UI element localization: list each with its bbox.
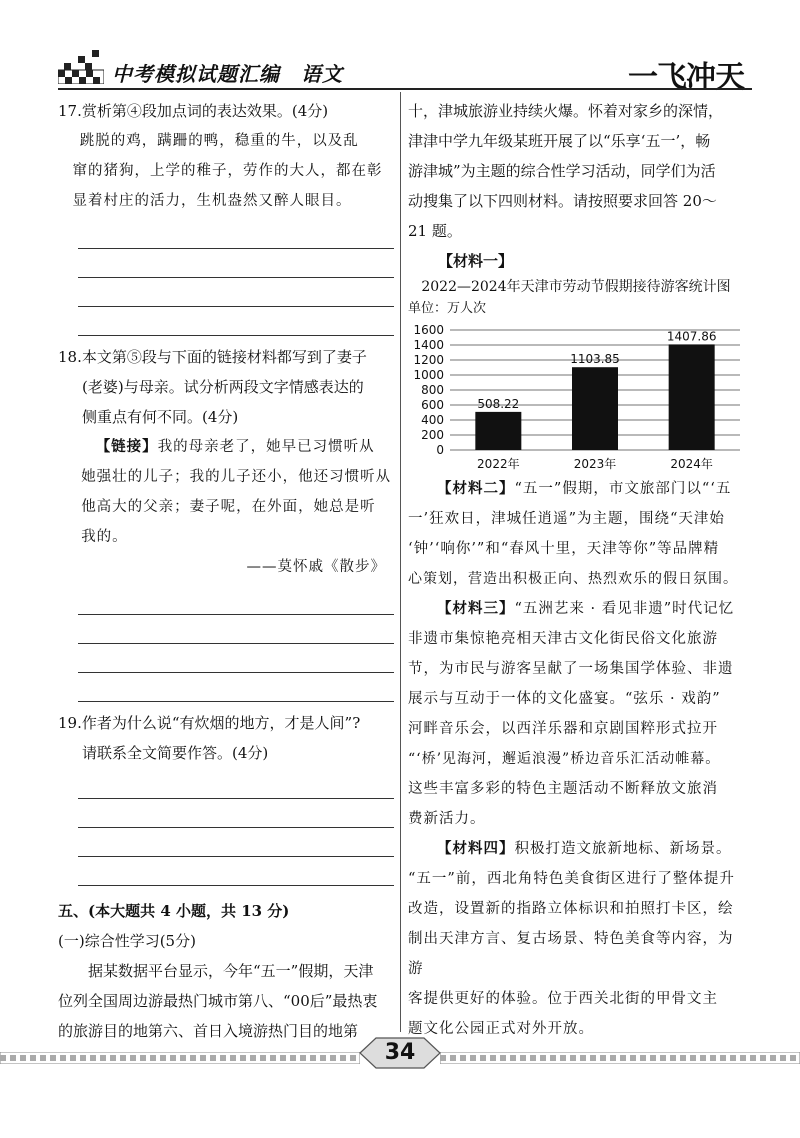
answer-line[interactable] [78, 249, 394, 278]
intro-line3: 游津城”为主题的综合性学习活动，同学们为活 [408, 162, 716, 180]
link-line4: 我的。 [81, 529, 128, 545]
left-column [58, 96, 394, 1046]
bar-value-label: 1103.85 [570, 352, 620, 367]
bar-chart [408, 322, 744, 532]
answer-line[interactable] [78, 220, 394, 249]
bar [669, 344, 715, 450]
q17-stem: 17.赏析第④段加点词的表达效果。(4分) [58, 102, 329, 120]
material3-label: 【材料三】 [437, 600, 515, 617]
material3-line1: “五洲艺来 · 看见非遗”时代记忆 [514, 601, 735, 617]
y-tick-label: 1000 [413, 368, 444, 382]
material3-line2: 非遗市集惊艳亮相天津古文化街民俗文化旅游 [408, 631, 718, 647]
material4-line6: 题文化公园正式对外开放。 [408, 1021, 594, 1037]
page-number: 34 [384, 1040, 416, 1065]
footer-pattern-left [0, 1052, 360, 1064]
answer-line[interactable] [78, 673, 394, 702]
material4-line2: “五一”前，西北角特色美食街区进行了整体提升 [408, 871, 735, 887]
y-tick-label: 1400 [413, 338, 444, 352]
chart-unit: 单位：万人次 [408, 301, 487, 316]
material1-label: 【材料一】 [438, 252, 514, 270]
y-tick-label: 600 [421, 398, 444, 412]
answer-line[interactable] [78, 644, 394, 673]
answer-line[interactable] [78, 770, 394, 799]
material4-line5: 客提供更好的体验。位于西关北街的甲骨文主 [408, 991, 718, 1007]
y-tick-label: 400 [421, 413, 444, 427]
material2-label: 【材料二】 [437, 480, 515, 497]
chart-title: 2022—2024年天津市劳动节假期接待游客统计图 [421, 279, 731, 295]
material2-line3: ‘钟’‘响你’”和“春风十里，天津等你”等品牌精 [408, 541, 720, 557]
q17-excerpt-line3: 显着村庄的活力，生机盎然又醉人眼目。 [72, 193, 352, 209]
intro-line5: 21 题。 [408, 222, 462, 240]
link-line2: 她强壮的儿子；我的儿子还小，他还习惯听从 [81, 469, 392, 485]
bar [475, 412, 521, 450]
answer-line[interactable] [78, 278, 394, 307]
material4-line1: 积极打造文旅新地标、新场景。 [514, 841, 732, 857]
material3-line3: 节，为市民与游客呈献了一场集国学体验、非遗 [408, 661, 734, 677]
bar [572, 367, 618, 450]
section5-para-line3: 的旅游目的地第六、首日入境游热门目的地第 [58, 1022, 359, 1040]
section5-para-line1: 据某数据平台显示，今年“五一”假期，天津 [88, 962, 374, 980]
material4-line4: 制出天津方言、复古场景、特色美食等内容，为游 [408, 931, 734, 977]
bar-chart-svg [408, 322, 744, 472]
intro-line2: 津津中学九年级某班开展了以“乐享‘五一’，畅 [408, 132, 711, 150]
right-column [408, 96, 744, 1044]
x-tick-label: 2023年 [573, 457, 617, 471]
answer-line[interactable] [78, 857, 394, 886]
checker-logo-icon [58, 50, 104, 84]
q17-excerpt-line1: 跳脱的鸡，蹒跚的鸭，稳重的牛，以及乱 [79, 133, 359, 149]
bar-value-label: 1407.86 [666, 329, 717, 344]
answer-line[interactable] [78, 615, 394, 644]
book-title: 中考模拟试题汇编 语文 [112, 62, 343, 86]
y-tick-label: 200 [421, 428, 444, 442]
q18-stem-line1: 18.本文第⑤段与下面的链接材料都写到了妻子 [58, 348, 367, 366]
page-header [0, 0, 800, 95]
q17-excerpt-line2: 窜的猪狗，上学的稚子，劳作的大人，都在彰 [72, 163, 383, 179]
q19-stem-line1: 19.作者为什么说“有炊烟的地方，才是人间”? [58, 714, 361, 732]
answer-line[interactable] [78, 586, 394, 615]
header-rule [58, 88, 752, 90]
link-label: 【链接】 [95, 438, 158, 455]
brand-logo: 一飞冲天 [628, 60, 744, 95]
intro-line1: 十，津城旅游业持续火爆。怀着对家乡的深情， [408, 102, 724, 120]
y-tick-label: 1200 [413, 353, 444, 367]
link-line3: 他高大的父亲；妻子呢，在外面，她总是听 [81, 499, 376, 515]
section5-para-line2: 位列全国周边游最热门城市第八、“00后”最热衷 [58, 992, 378, 1010]
y-tick-label: 800 [421, 383, 444, 397]
x-tick-label: 2024年 [670, 457, 713, 471]
section5-sub: (一)综合性学习(5分) [58, 932, 196, 950]
y-tick-label: 1600 [413, 323, 444, 337]
answer-line[interactable] [78, 828, 394, 857]
material2-line2: 一’狂欢日，津城任逍遥”为主题，围绕“天津始 [408, 511, 725, 527]
q18-stem-line3: 侧重点有何不同。(4分) [82, 408, 239, 426]
answer-line[interactable] [78, 307, 394, 336]
material2-line4: 心策划，营造出积极正向、热烈欢乐的假日氛围。 [408, 571, 738, 587]
x-tick-label: 2022年 [477, 457, 520, 471]
intro-line4: 动搜集了以下四则材料。请按照要求回答 20～ [408, 192, 717, 210]
material2-line1: “五一”假期，市文旅部门以“‘五 [514, 481, 732, 497]
material4-line3: 改造，设置新的指路立体标识和拍照打卡区，绘 [408, 901, 734, 917]
material3-line4: 展示与互动于一体的文化盛宴。“弦乐 · 戏韵” [408, 691, 721, 707]
material3-line6: “‘桥’见海河，邂逅浪漫”桥边音乐汇活动帷幕。 [408, 751, 721, 767]
section5-title: 五、(本大题共 4 小题，共 13 分) [58, 902, 290, 920]
link-line1: 我的母亲老了，她早已习惯听从 [157, 439, 375, 455]
q18-stem-line2: (老婆)与母亲。试分析两段文字情感表达的 [82, 378, 364, 396]
footer-pattern-right [440, 1052, 800, 1064]
answer-line[interactable] [78, 799, 394, 828]
link-attribution: ——莫怀戚《散步》 [246, 559, 386, 575]
material4-label: 【材料四】 [437, 840, 515, 857]
column-divider [400, 92, 401, 1032]
material3-line5: 河畔音乐会，以西洋乐器和京剧国粹形式拉开 [408, 721, 718, 737]
q19-stem-line2: 请联系全文简要作答。(4分) [82, 744, 269, 762]
material3-line8: 费新活力。 [408, 811, 486, 827]
bar-value-label: 508.22 [477, 396, 520, 411]
y-tick-label: 0 [436, 443, 444, 457]
material3-line7: 这些丰富多彩的特色主题活动不断释放文旅消 [408, 781, 718, 797]
